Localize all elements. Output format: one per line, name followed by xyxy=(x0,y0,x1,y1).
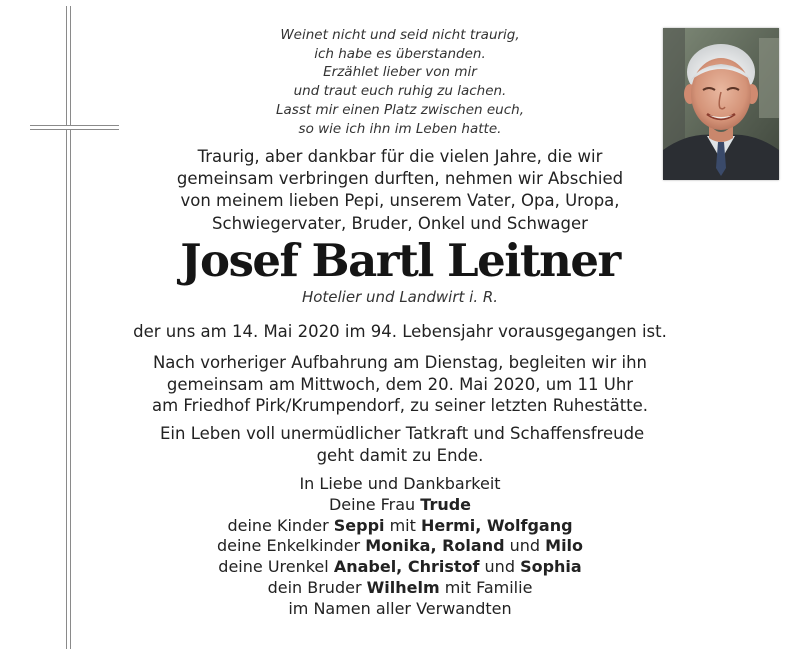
mourner-great-grandchildren xyxy=(150,557,650,578)
mourner-children xyxy=(150,516,650,537)
intro-line: Schwiegervater, Bruder, Onkel und Schwager xyxy=(212,213,588,233)
mourner-prefix: deine Urenkel xyxy=(218,557,334,577)
mourner-prefix: deine Kinder xyxy=(227,515,334,535)
poem-line: Lasst mir einen Platz zwischen euch, xyxy=(276,101,524,118)
mourner-name: Milo xyxy=(545,536,584,556)
mourner-name: Monika, Roland xyxy=(365,536,505,556)
deceased-name: Josef Bartl Leitner xyxy=(180,234,620,287)
deceased-title: Hotelier und Landwirt i. R. xyxy=(301,288,499,306)
death-notice: der uns am 14. Mai 2020 im 94. Lebensjahr vorausgegangen ist. xyxy=(133,322,667,341)
intro-text xyxy=(160,146,640,235)
legacy-text xyxy=(160,423,645,466)
poem-line: ich habe es überstanden. xyxy=(314,45,486,62)
intro-line: von meinem lieben Pepi, unserem Vater, Opa, Uropa, xyxy=(180,191,620,211)
mourner-name: Sophia xyxy=(520,557,582,577)
mourner-suffix: mit Familie xyxy=(439,577,533,597)
mourner-wife xyxy=(150,495,650,516)
portrait-image xyxy=(663,28,779,180)
legacy-line: geht damit zu Ende. xyxy=(316,445,484,465)
mourner-connector: und xyxy=(479,557,521,577)
cross-vertical-beam xyxy=(66,6,71,649)
funeral-line: Nach vorheriger Aufbahrung am Dienstag, begleiten wir ihn xyxy=(152,353,648,372)
mourner-prefix: dein Bruder xyxy=(267,577,367,597)
funeral-line: gemeinsam am Mittwoch, dem 20. Mai 2020, um 11 Uhr xyxy=(166,374,634,394)
mourner-brother xyxy=(150,578,650,599)
legacy-line: Ein Leben voll unermüdlicher Tatkraft und Schaffensfreude xyxy=(160,424,645,443)
mourner-name: Hermi, Wolfgang xyxy=(420,515,573,535)
funeral-details xyxy=(120,352,680,417)
mourners-closing: im Namen aller Verwandten xyxy=(288,598,512,618)
funeral-line: am Friedhof Pirk/Krumpendorf, zu seiner letzten Ruhestätte. xyxy=(151,396,649,415)
poem xyxy=(200,26,600,138)
mourner-connector: mit xyxy=(384,515,421,535)
intro-line: Traurig, aber dankbar für die vielen Jahre, die wir xyxy=(197,147,603,166)
mourner-name: Trude xyxy=(420,494,472,514)
mourner-connector: und xyxy=(504,536,546,556)
poem-line: und traut euch ruhig zu lachen. xyxy=(293,83,507,100)
mourner-name: Anabel, Christof xyxy=(333,557,480,577)
mourner-grandchildren xyxy=(150,536,650,557)
mourners-opening: In Liebe und Dankbarkeit xyxy=(299,474,501,493)
poem-line: Erzählet lieber von mir xyxy=(323,64,477,81)
intro-line: gemeinsam verbringen durften, nehmen wir Abschied xyxy=(176,169,624,189)
mourner-name: Seppi xyxy=(333,515,385,535)
mourners-list xyxy=(150,474,650,620)
mourner-prefix: deine Enkelkinder xyxy=(216,536,366,556)
cross-joint xyxy=(67,126,70,129)
mourner-prefix: Deine Frau xyxy=(328,494,421,514)
poem-line: so wie ich ihn im Leben hatte. xyxy=(298,120,502,137)
cross-horizontal-beam xyxy=(30,125,119,130)
portrait-photo xyxy=(663,28,779,180)
mourner-name: Wilhelm xyxy=(366,577,440,597)
poem-line: Weinet nicht und seid nicht traurig, xyxy=(280,27,520,43)
